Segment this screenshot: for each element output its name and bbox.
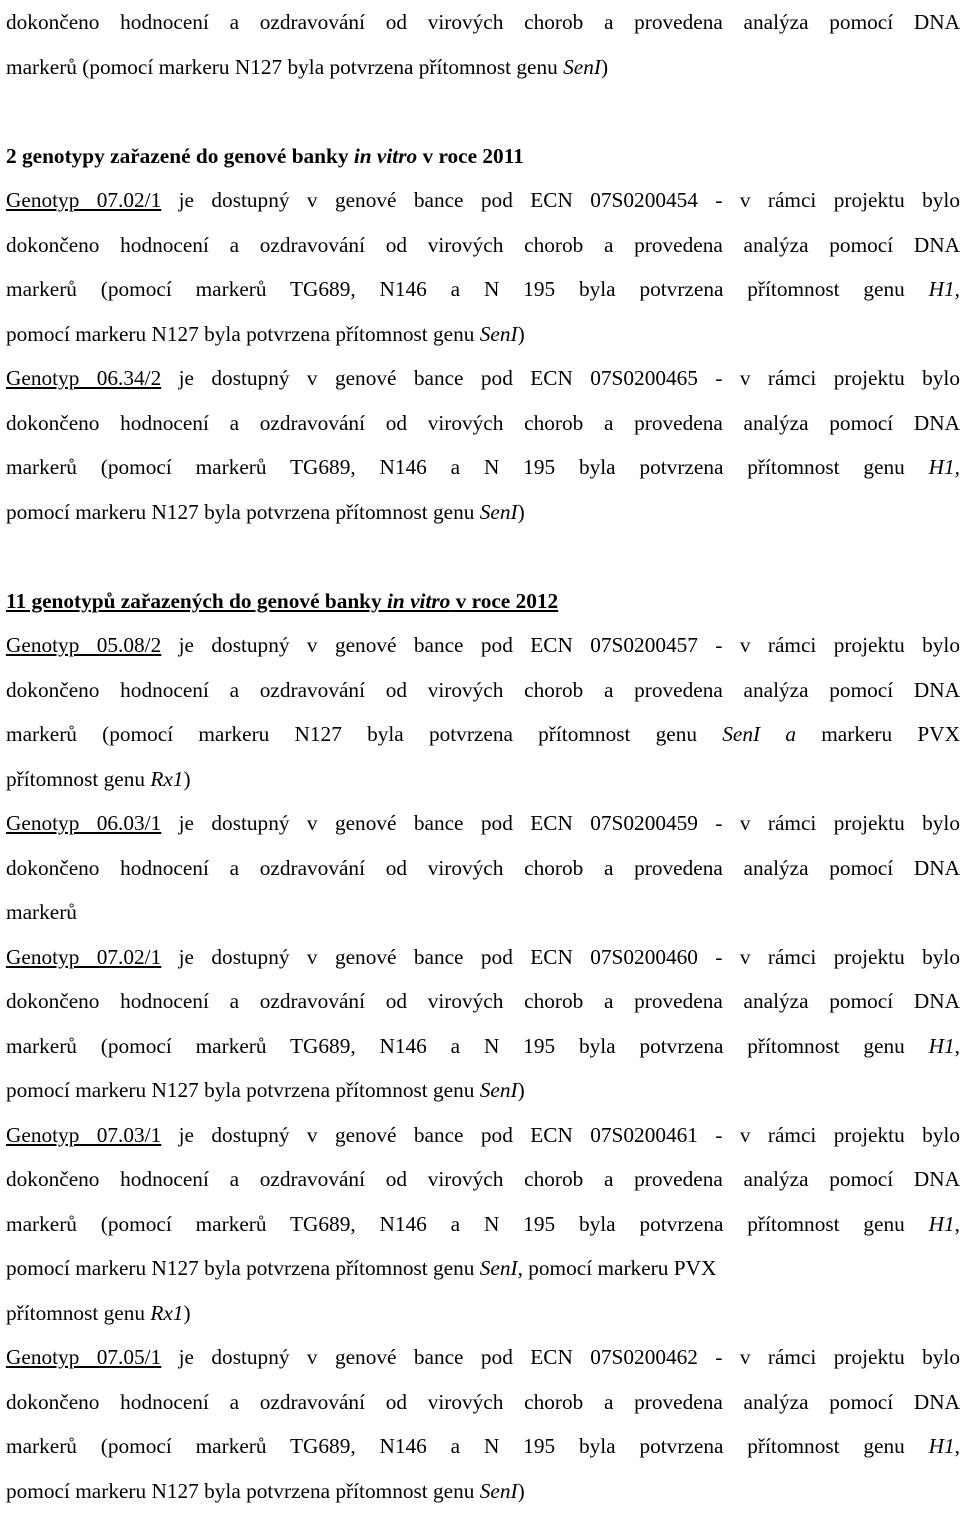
text-run: dokončeno hodnocení a ozdravování od virových chorob a provedena analýza pomocí DNA [6,856,960,880]
text-run: 2 genotypy zařazené do genové banky [6,144,354,168]
text-run: , [955,277,960,301]
text-run: ) [518,500,525,524]
text-run: ) [518,1078,525,1102]
text-line [6,178,960,223]
text-line [6,979,960,1024]
text-run: ) [183,767,190,791]
text-run: ) [183,1301,190,1325]
italic-term: Rx1 [150,767,183,791]
text-run: , pomocí markeru PVX [518,1256,717,1280]
paragraph-gap [6,534,960,579]
text-line [6,1068,960,1113]
text-line [6,223,960,268]
text-line [6,1157,960,1202]
text-run: 11 genotypů zařazených do genové banky [6,589,387,613]
text-line [6,623,960,668]
text-run: v roce 2011 [417,144,524,168]
text-run: markerů [6,900,77,924]
document-page [6,0,960,1513]
italic-term: SenI [480,1078,518,1102]
paragraph-gap [6,89,960,134]
text-run: je dostupný v genové bance pod ECN 07S0200465 - v rámci projektu bylo [161,366,960,390]
text-run: dokončeno hodnocení a ozdravování od virových chorob a provedena analýza pomocí DNA [6,1390,960,1414]
text-run: markerů (pomocí markeru N127 byla potvrzena přítomnost genu [6,55,563,79]
text-run: dokončeno hodnocení a ozdravování od virových chorob a provedena analýza pomocí DNA [6,989,960,1013]
italic-term: H1 [929,277,955,301]
genotype-id: Genotyp 07.03/1 [6,1123,161,1147]
text-line [6,1469,960,1513]
text-line [6,1113,960,1158]
italic-term: in vitro [354,144,417,168]
genotype-id: Genotyp 07.02/1 [6,945,161,969]
text-line [6,1024,960,1069]
text-run: markerů (pomocí markerů TG689, N146 a N 195 byla potvrzena přítomnost genu [6,1434,929,1458]
text-run: markerů (pomocí markerů TG689, N146 a N 195 byla potvrzena přítomnost genu [6,1212,929,1236]
text-run: v roce 2012 [450,589,558,613]
italic-term: H1 [929,1034,955,1058]
text-line [6,935,960,980]
text-run: ) [518,322,525,346]
text-line [6,490,960,535]
text-run: dokončeno hodnocení a ozdravování od virových chorob a provedena analýza pomocí DNA [6,233,960,257]
italic-term: SenI [480,500,518,524]
italic-term: H1 [929,1434,955,1458]
text-run: je dostupný v genové bance pod ECN 07S0200459 - v rámci projektu bylo [161,811,960,835]
italic-term: SenI [563,55,601,79]
text-line [6,712,960,757]
text-line [6,45,960,90]
italic-term: SenI a [722,722,796,746]
text-run: , [955,455,960,479]
text-line [6,1291,960,1336]
text-line [6,1424,960,1469]
italic-term: SenI [480,1479,518,1503]
text-line [6,1335,960,1380]
text-line [6,1246,960,1291]
text-run: pomocí markeru N127 byla potvrzena přítomnost genu [6,1256,480,1280]
text-line [6,356,960,401]
text-line [6,0,960,45]
text-run: markerů (pomocí markerů TG689, N146 a N 195 byla potvrzena přítomnost genu [6,277,929,301]
genotype-id: Genotyp 06.34/2 [6,366,161,390]
text-run: , [955,1434,960,1458]
italic-term: H1 [929,455,955,479]
text-run: ) [518,1479,525,1503]
section-heading [6,579,960,624]
text-line [6,801,960,846]
text-run: přítomnost genu [6,767,150,791]
text-run: markerů (pomocí markeru N127 byla potvrzena přítomnost genu [6,722,722,746]
text-line [6,890,960,935]
text-run: dokončeno hodnocení a ozdravování od virových chorob a provedena analýza pomocí DNA [6,1167,960,1191]
text-run: pomocí markeru N127 byla potvrzena přítomnost genu [6,1078,480,1102]
text-run: je dostupný v genové bance pod ECN 07S0200460 - v rámci projektu bylo [161,945,960,969]
text-line [6,312,960,357]
italic-term: SenI [480,1256,518,1280]
text-run: markerů (pomocí markerů TG689, N146 a N 195 byla potvrzena přítomnost genu [6,455,929,479]
text-run: dokončeno hodnocení a ozdravování od virových chorob a provedena analýza pomocí DNA [6,411,960,435]
section-heading [6,134,960,179]
text-run: markerů (pomocí markerů TG689, N146 a N 195 byla potvrzena přítomnost genu [6,1034,929,1058]
text-line [6,401,960,446]
genotype-id: Genotyp 07.05/1 [6,1345,161,1369]
genotype-id: Genotyp 06.03/1 [6,811,161,835]
text-run: přítomnost genu [6,1301,150,1325]
italic-term: SenI [480,322,518,346]
text-run: , [955,1212,960,1236]
text-line [6,1202,960,1247]
text-run: pomocí markeru N127 byla potvrzena přítomnost genu [6,1479,480,1503]
text-line [6,267,960,312]
text-run: markeru PVX [796,722,960,746]
text-run: je dostupný v genové bance pod ECN 07S0200454 - v rámci projektu bylo [161,188,960,212]
text-line [6,757,960,802]
text-line [6,846,960,891]
text-line [6,668,960,713]
genotype-id: Genotyp 07.02/1 [6,188,161,212]
italic-term: in vitro [387,589,450,613]
text-run: je dostupný v genové bance pod ECN 07S0200457 - v rámci projektu bylo [161,633,960,657]
text-run: pomocí markeru N127 byla potvrzena přítomnost genu [6,322,480,346]
text-run: pomocí markeru N127 byla potvrzena přítomnost genu [6,500,480,524]
text-line [6,1380,960,1425]
text-run: je dostupný v genové bance pod ECN 07S0200461 - v rámci projektu bylo [161,1123,960,1147]
text-run: dokončeno hodnocení a ozdravování od virových chorob a provedena analýza pomocí DNA [6,678,960,702]
text-line [6,445,960,490]
italic-term: Rx1 [150,1301,183,1325]
genotype-id: Genotyp 05.08/2 [6,633,161,657]
text-run: , [955,1034,960,1058]
text-run: dokončeno hodnocení a ozdravování od virových chorob a provedena analýza pomocí DNA [6,10,960,34]
italic-term: H1 [929,1212,955,1236]
text-run: je dostupný v genové bance pod ECN 07S0200462 - v rámci projektu bylo [161,1345,960,1369]
text-run: ) [601,55,608,79]
